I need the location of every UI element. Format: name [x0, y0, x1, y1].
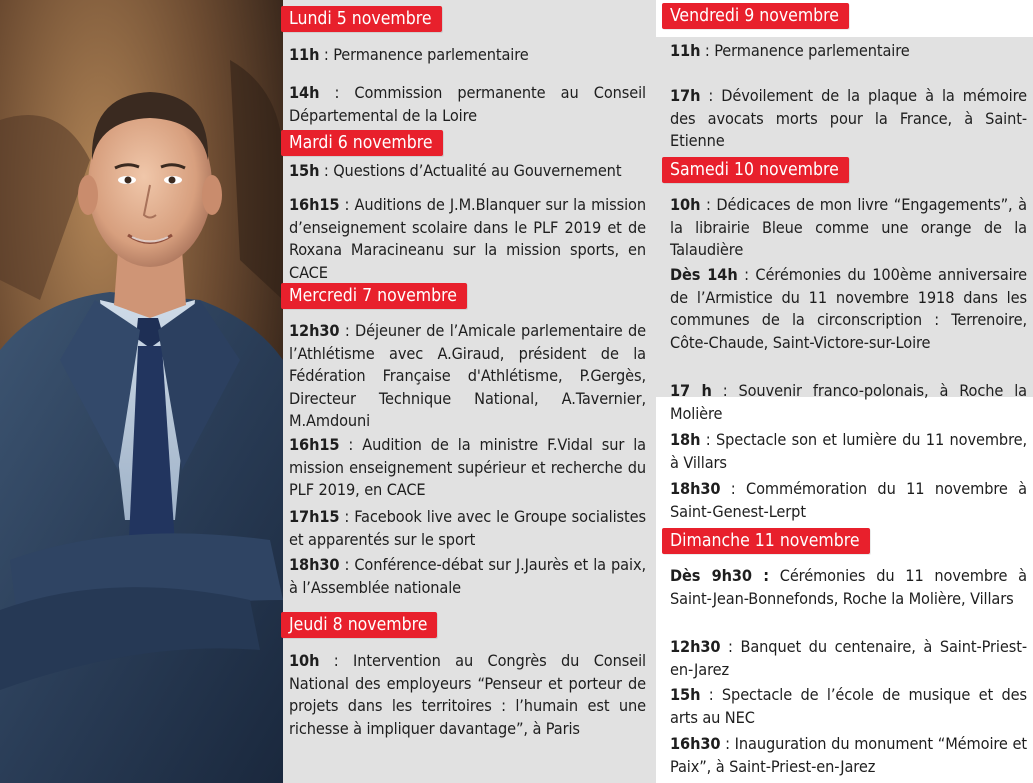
day-header-jeudi: Jeudi 8 novembre	[281, 612, 437, 638]
event-item: 17h15 : Facebook live avec le Groupe socialistes et apparentés sur le sport	[289, 507, 646, 549]
event-item: 14h : Commission permanente au Conseil Départemental de la Loire	[289, 83, 646, 125]
day-header-dimanche: Dimanche 11 novembre	[662, 528, 870, 554]
event-item: 18h30 : Conférence-débat sur J.Jaurès et la paix, à l’Assemblée nationale	[289, 555, 646, 597]
event-item: 15h : Questions d’Actualité au Gouvernement	[289, 161, 622, 180]
day-header-mercredi: Mercredi 7 novembre	[281, 283, 467, 309]
day-header-vendredi: Vendredi 9 novembre	[662, 3, 849, 29]
day-header-samedi: Samedi 10 novembre	[662, 157, 849, 183]
event-item: 16h30 : Inauguration du monument “Mémoire et Paix”, à Saint-Priest-en-Jarez	[670, 734, 1027, 776]
event-item: 18h : Spectacle son et lumière du 11 novembre, à Villars	[670, 430, 1027, 472]
event-item: 11h : Permanence parlementaire	[289, 45, 529, 64]
event-item: 15h : Spectacle de l’école de musique et des arts au NEC	[670, 685, 1027, 727]
event-item: 16h15 : Auditions de J.M.Blanquer sur la mission d’enseignement scolaire dans le PLF 2019 et de Roxana Maracineanu sur la mission sports, en CACE	[289, 195, 646, 282]
event-item: 12h30 : Banquet du centenaire, à Saint-Priest-en-Jarez	[670, 637, 1027, 679]
event-item: 18h30 : Commémoration du 11 novembre à Saint-Genest-Lerpt	[670, 479, 1027, 521]
event-item: 11h : Permanence parlementaire	[670, 41, 910, 60]
event-item: Dès 14h : Cérémonies du 100ème anniversaire de l’Armistice du 11 novembre 1918 dans les communes de la circonscription : Terrenoire, Côte-Chaude, Saint-Victore-sur-Loire	[670, 265, 1027, 352]
event-item: 17h : Dévoilement de la plaque à la mémoire des avocats morts pour la France, à Saint-Etienne	[670, 86, 1027, 150]
day-header-lundi: Lundi 5 novembre	[281, 6, 442, 32]
event-item: 10h : Dédicaces de mon livre “Engagements”, à la librairie Bleue comme une orange de la Talaudière	[670, 195, 1027, 259]
portrait-photo	[0, 0, 283, 783]
event-item: 10h : Intervention au Congrès du Conseil National des employeurs “Penseur et porteur de projets dans les territoires : l’humain est une richesse à impliquer davantage”, à Paris	[289, 651, 646, 738]
event-item: 12h30 : Déjeuner de l’Amicale parlementaire de l’Athlétisme avec A.Giraud, président de la Fédération Française d'Athlétisme, P.Gergès, Directeur Technique National, A.Tavernier, M.Amdouni	[289, 321, 646, 430]
portrait-illustration	[0, 0, 283, 783]
event-item: Dès 9h30 : Cérémonies du 11 novembre à Saint-Jean-Bonnefonds, Roche la Molière, Villars	[670, 566, 1027, 608]
event-item: 16h15 : Audition de la ministre F.Vidal sur la mission enseignement supérieur et recherche du PLF 2019, en CACE	[289, 435, 646, 499]
day-header-mardi: Mardi 6 novembre	[281, 130, 443, 156]
event-item: 17 h : Souvenir franco-polonais, à Roche la Molière	[670, 381, 1027, 423]
